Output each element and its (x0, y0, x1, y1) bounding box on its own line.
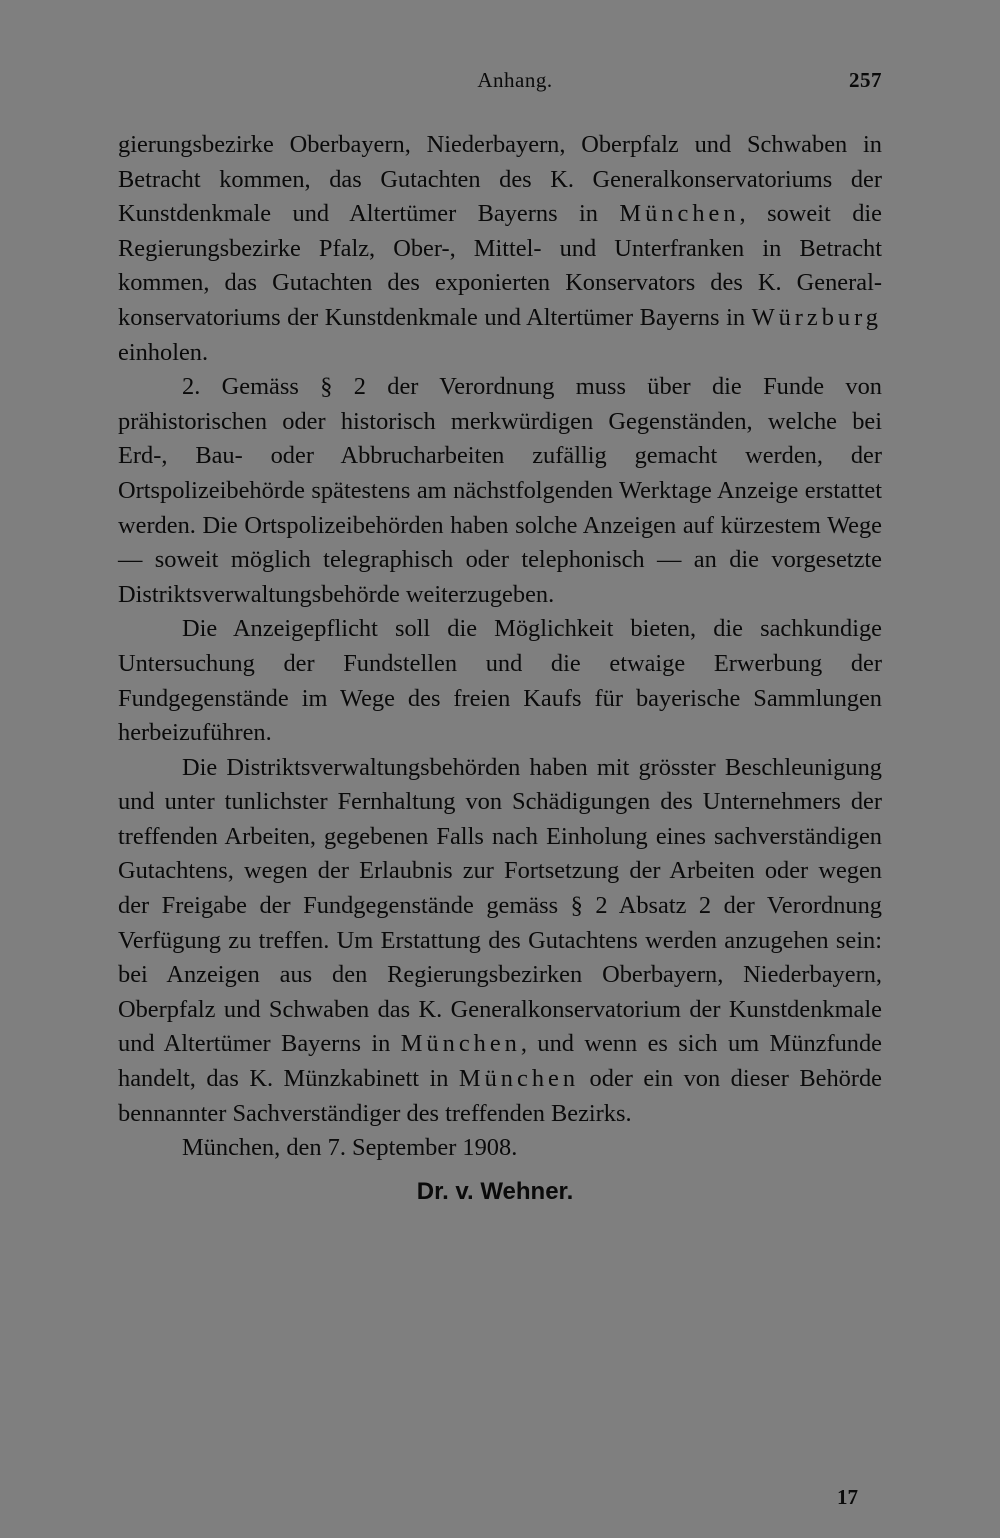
text-run: gierungsbezirke Oberbayern, Niederbayern, Oberpfalz und Schwaben in Betracht kommen, das Gutachten des K. Generalkonservatoriums der Kunstdenkmale und Altertümer Bayerns in (118, 131, 882, 228)
running-title: Anhang. (477, 68, 553, 92)
running-head (118, 66, 882, 106)
spaced-place-name: München (400, 1030, 521, 1058)
text-run: 2. Gemäss § 2 der Verordnung muss über die Funde von prähistorischen oder historisch merkwürdigen Gegenständen, welche bei Erd-, Bau- oder Abbrucharbeiten zufällig gemacht werden, der Ortspolizeibehörde spätestens am nächstfolgenden Werktage Anzeige erstattet werden. Die Ortspolizeibehörden haben solche Anzeigen auf kürzestem Wege — soweit möglich telegraphisch oder telephonisch — an die vorgesetzte Distriktsverwaltungsbehörde weiterzugeben. (118, 373, 882, 608)
body-text (118, 128, 882, 1131)
page-number: 257 (849, 68, 882, 92)
text-run: Die Distriktsverwaltungsbehörden haben mit grösster Beschleunigung und unter tunlichster Fernhaltung von Schädigungen des Unternehmers der treffenden Arbeiten, gegebenen Falls nach Einholung eines sachverständigen Gutachtens, wegen der Erlaubnis zur Fortsetzung der Arbeiten oder wegen der Freigabe der Fundgegenstände gemäss § 2 Absatz 2 der Verordnung Verfügung zu treffen. Um Erstattung des Gutachtens werden anzugehen sein: bei Anzeigen aus den Regierungsbezirken Oberbayern, Niederbayern, Oberpfalz und Schwaben das K. Generalkonservatorium der Kunstdenkmale und Altertümer Bayerns in (118, 753, 882, 1058)
book-page (118, 66, 882, 1509)
text-run: einholen. (118, 338, 209, 366)
text-run: Die Anzeigepflicht soll die Möglichkeit bieten, die sachkundige Untersuchung der Fundstellen und die etwaige Erwerbung der Fundgegenstände im Wege des freien Kaufs für bayerische Sammlungen herbeizuführen. (118, 615, 882, 747)
dateline: München, den 7. September 1908. (182, 1134, 518, 1162)
spaced-place-name: Würzburg (751, 303, 882, 331)
text-run: , und wenn es sich um Münzfunde handelt, das K. Münzkabinett in (118, 1030, 882, 1093)
text-run: oder ein von dieser Behörde bennannter Sachverständiger des treffenden Bezirks. (118, 1065, 882, 1127)
paragraph (118, 128, 882, 370)
paragraph (118, 370, 882, 612)
signature: Dr. v. Wehner. (416, 1177, 574, 1205)
spaced-place-name: München (619, 200, 740, 228)
spaced-place-name: München (458, 1065, 580, 1093)
paragraph (118, 612, 882, 750)
text-run: , soweit die Regierungsbezirke Pfalz, Ober-, Mittel- und Unterfranken in Betracht kommen, das Gutachten des exponierten Konservators des K. Generalkonservatoriums der Kunstdenkmale und Altertümer Bayerns in (118, 200, 882, 331)
paragraph (118, 751, 882, 1132)
sheet-signature-mark: 17 (837, 1485, 858, 1509)
